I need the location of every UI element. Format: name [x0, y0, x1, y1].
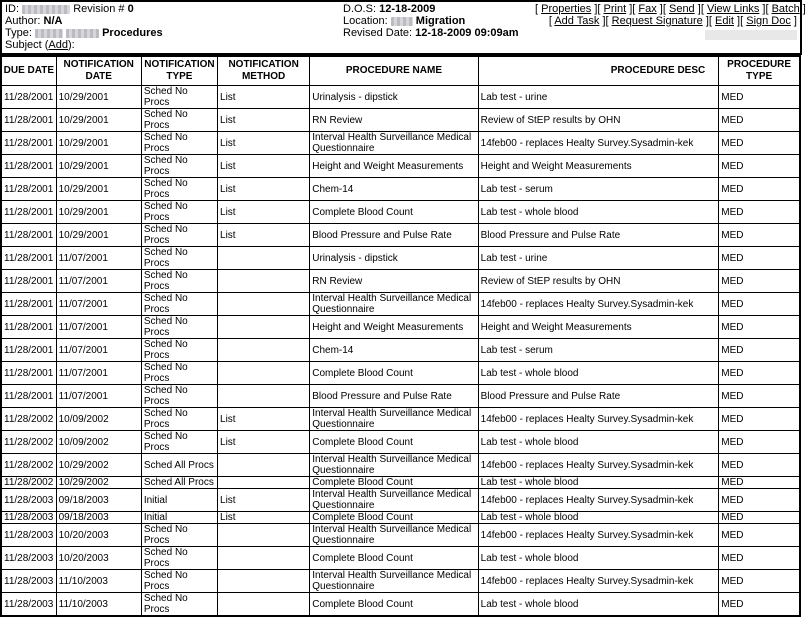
cell-notification-method	[218, 247, 310, 270]
cell-notification-type: Sched No Procs	[141, 86, 217, 109]
table-row	[1, 362, 800, 385]
cell-procedure-type: MED	[719, 408, 800, 431]
cell-due-date: 11/28/2001	[1, 362, 56, 385]
id-label: ID:	[5, 3, 20, 15]
table-row	[1, 385, 800, 408]
column-header-notification-type: NOTIFICATION TYPE	[141, 56, 217, 86]
cell-notification-type: Sched No Procs	[141, 109, 217, 132]
cell-notification-date: 10/09/2002	[56, 408, 141, 431]
cell-procedure-name: Interval Health Surveillance Medical Questionnaire	[310, 489, 478, 512]
cell-procedure-name: Complete Blood Count	[310, 431, 478, 454]
cell-procedure-desc: 14feb00 - replaces Healty Survey.Sysadmin-kek	[478, 524, 719, 547]
subject-line	[5, 39, 343, 51]
cell-notification-method: List	[218, 86, 310, 109]
cell-due-date: 11/28/2001	[1, 155, 56, 178]
cell-due-date: 11/28/2001	[1, 178, 56, 201]
document-header	[0, 0, 806, 55]
bracket: [	[548, 15, 555, 27]
cell-procedure-type: MED	[719, 339, 800, 362]
bracket: [	[700, 3, 707, 15]
cell-notification-type: Sched No Procs	[141, 178, 217, 201]
bracket: ]	[733, 15, 741, 27]
cell-due-date: 11/28/2001	[1, 270, 56, 293]
cell-procedure-type: MED	[719, 570, 800, 593]
table-row	[1, 155, 800, 178]
procedures-table	[0, 55, 801, 617]
cell-procedure-desc: Lab test - whole blood	[478, 201, 719, 224]
cell-notification-method: List	[218, 408, 310, 431]
cell-notification-type: Sched No Procs	[141, 385, 217, 408]
cell-due-date: 11/28/2002	[1, 454, 56, 477]
subject-label: Subject (	[5, 39, 49, 51]
table-row	[1, 477, 800, 489]
cell-procedure-name: Interval Health Surveillance Medical Questionnaire	[310, 408, 478, 431]
cell-procedure-type: MED	[719, 109, 800, 132]
cell-due-date: 11/28/2001	[1, 86, 56, 109]
action-link-request-signature[interactable]: Request Signature	[611, 15, 703, 27]
cell-due-date: 11/28/2001	[1, 132, 56, 155]
cell-procedure-name: Blood Pressure and Pulse Rate	[310, 385, 478, 408]
subject-add-link[interactable]: Add	[48, 39, 68, 51]
cell-procedure-desc: 14feb00 - replaces Healty Survey.Sysadmin-kek	[478, 132, 719, 155]
cell-procedure-name: RN Review	[310, 270, 478, 293]
cell-notification-method: List	[218, 489, 310, 512]
redacted-type-word1	[35, 29, 63, 38]
cell-procedure-type: MED	[719, 362, 800, 385]
header-row	[1, 56, 800, 86]
cell-due-date: 11/28/2003	[1, 593, 56, 617]
cell-notification-date: 11/07/2001	[56, 247, 141, 270]
cell-procedure-desc: Lab test - whole blood	[478, 362, 719, 385]
cell-notification-type: Sched No Procs	[141, 339, 217, 362]
cell-notification-method: List	[218, 132, 310, 155]
cell-procedure-name: Complete Blood Count	[310, 477, 478, 489]
cell-procedure-desc: 14feb00 - replaces Healty Survey.Sysadmin-kek	[478, 454, 719, 477]
cell-due-date: 11/28/2001	[1, 316, 56, 339]
cell-notification-type: Sched No Procs	[141, 547, 217, 570]
table-row	[1, 489, 800, 512]
location-value: Migration	[415, 15, 466, 27]
bracket: [	[597, 3, 604, 15]
table-row	[1, 524, 800, 547]
cell-notification-type: Sched No Procs	[141, 247, 217, 270]
cell-notification-type: Sched No Procs	[141, 270, 217, 293]
cell-notification-date: 10/29/2001	[56, 224, 141, 247]
cell-procedure-type: MED	[719, 524, 800, 547]
cell-procedure-desc: 14feb00 - replaces Healty Survey.Sysadmin-kek	[478, 489, 719, 512]
cell-notification-method	[218, 524, 310, 547]
action-link-properties[interactable]: Properties	[541, 3, 592, 15]
cell-due-date: 11/28/2001	[1, 201, 56, 224]
revision-label: Revision #	[73, 3, 125, 15]
redacted-type-word2	[66, 29, 99, 38]
cell-procedure-desc: Height and Weight Measurements	[478, 155, 719, 178]
bracket: ]	[626, 3, 633, 15]
table-row	[1, 431, 800, 454]
cell-procedure-desc: 14feb00 - replaces Healty Survey.Sysadmin-kek	[478, 570, 719, 593]
type-value: Procedures	[102, 27, 163, 39]
cell-notification-type: Sched No Procs	[141, 570, 217, 593]
cell-procedure-type: MED	[719, 178, 800, 201]
table-row	[1, 201, 800, 224]
cell-notification-date: 10/29/2002	[56, 454, 141, 477]
cell-notification-method	[218, 385, 310, 408]
cell-procedure-type: MED	[719, 385, 800, 408]
action-link-sign-doc[interactable]: Sign Doc	[746, 15, 791, 27]
cell-procedure-desc: Lab test - whole blood	[478, 547, 719, 570]
column-header-notification-method: NOTIFICATION METHOD	[218, 56, 310, 86]
cell-procedure-type: MED	[719, 512, 800, 524]
cell-due-date: 11/28/2001	[1, 109, 56, 132]
cell-notification-method: List	[218, 178, 310, 201]
cell-notification-type: Sched No Procs	[141, 362, 217, 385]
cell-notification-method	[218, 454, 310, 477]
table-row	[1, 109, 800, 132]
bracket: [	[535, 3, 542, 15]
cell-due-date: 11/28/2001	[1, 339, 56, 362]
cell-notification-method	[218, 593, 310, 617]
author-line	[5, 15, 343, 27]
cell-notification-date: 11/07/2001	[56, 362, 141, 385]
table-row	[1, 293, 800, 316]
cell-notification-date: 10/20/2003	[56, 524, 141, 547]
subject-suffix: ):	[68, 39, 75, 51]
cell-notification-date: 10/29/2001	[56, 201, 141, 224]
bracket: ]	[759, 3, 766, 15]
column-header-notification-date: NOTIFICATION DATE	[56, 56, 141, 86]
cell-due-date: 11/28/2003	[1, 489, 56, 512]
author-label: Author:	[5, 15, 41, 27]
column-header-procedure-name: PROCEDURE NAME	[310, 56, 478, 86]
cell-procedure-name: Urinalysis - dipstick	[310, 86, 478, 109]
cell-notification-method	[218, 547, 310, 570]
cell-notification-date: 11/10/2003	[56, 593, 141, 617]
revised-date-value: 12-18-2009 09:09am	[415, 27, 519, 39]
procedures-table-header	[1, 56, 800, 86]
author-value: N/A	[43, 15, 63, 27]
cell-procedure-type: MED	[719, 593, 800, 617]
table-row	[1, 247, 800, 270]
type-label: Type:	[5, 27, 32, 39]
cell-procedure-name: Chem-14	[310, 178, 478, 201]
bracket: [	[740, 15, 747, 27]
dos-label: D.O.S:	[343, 3, 377, 15]
cell-procedure-name: Interval Health Surveillance Medical Questionnaire	[310, 570, 478, 593]
action-links-row1	[535, 3, 806, 15]
header-middle-section	[343, 3, 535, 51]
cell-due-date: 11/28/2003	[1, 547, 56, 570]
action-links-row2	[535, 15, 797, 27]
cell-procedure-desc: Review of StEP results by OHN	[478, 270, 719, 293]
cell-notification-type: Sched No Procs	[141, 201, 217, 224]
cell-procedure-name: Interval Health Surveillance Medical Questionnaire	[310, 524, 478, 547]
cell-procedure-name: Urinalysis - dipstick	[310, 247, 478, 270]
bracket: ]	[799, 3, 806, 15]
cell-procedure-name: Interval Health Surveillance Medical Questionnaire	[310, 132, 478, 155]
cell-procedure-desc: Lab test - urine	[478, 247, 719, 270]
bracket: ]	[790, 15, 797, 27]
table-row	[1, 270, 800, 293]
cell-notification-method	[218, 362, 310, 385]
cell-due-date: 11/28/2001	[1, 247, 56, 270]
cell-due-date: 11/28/2001	[1, 293, 56, 316]
cell-notification-date: 11/10/2003	[56, 570, 141, 593]
cell-procedure-type: MED	[719, 132, 800, 155]
cell-notification-type: Sched No Procs	[141, 316, 217, 339]
action-link-batch[interactable]: Batch	[771, 3, 800, 15]
cell-notification-method: List	[218, 224, 310, 247]
cell-notification-type: Initial	[141, 512, 217, 524]
location-line	[343, 15, 535, 27]
cell-notification-date: 09/18/2003	[56, 512, 141, 524]
cell-procedure-name: Complete Blood Count	[310, 362, 478, 385]
cell-notification-type: Initial	[141, 489, 217, 512]
location-label: Location:	[343, 15, 388, 27]
action-link-fax[interactable]: Fax	[638, 3, 657, 15]
bracket: ]	[656, 3, 663, 15]
table-row	[1, 316, 800, 339]
cell-notification-type: Sched No Procs	[141, 155, 217, 178]
cell-notification-type: Sched No Procs	[141, 431, 217, 454]
action-link-add-task[interactable]: Add Task	[554, 15, 600, 27]
column-header-due-date: DUE DATE	[1, 56, 56, 86]
cell-due-date: 11/28/2002	[1, 431, 56, 454]
cell-notification-date: 11/07/2001	[56, 270, 141, 293]
cell-notification-date: 11/07/2001	[56, 339, 141, 362]
action-link-send[interactable]: Send	[668, 3, 695, 15]
action-link-edit[interactable]: Edit	[715, 15, 734, 27]
cell-procedure-name: Interval Health Surveillance Medical Questionnaire	[310, 454, 478, 477]
cell-notification-date: 10/09/2002	[56, 431, 141, 454]
cell-procedure-name: Chem-14	[310, 339, 478, 362]
cell-notification-type: Sched No Procs	[141, 408, 217, 431]
revised-date-label: Revised Date:	[343, 27, 413, 39]
cell-procedure-type: MED	[719, 201, 800, 224]
cell-procedure-desc: 14feb00 - replaces Healty Survey.Sysadmin-kek	[478, 293, 719, 316]
cell-notification-method	[218, 477, 310, 489]
cell-procedure-name: Complete Blood Count	[310, 593, 478, 617]
cell-notification-type: Sched No Procs	[141, 524, 217, 547]
cell-procedure-desc: Lab test - serum	[478, 178, 719, 201]
cell-notification-method	[218, 270, 310, 293]
redacted-location-prefix	[391, 17, 413, 26]
table-row	[1, 178, 800, 201]
type-line	[5, 27, 343, 39]
cell-notification-type: Sched No Procs	[141, 293, 217, 316]
table-row	[1, 132, 800, 155]
cell-procedure-name: Complete Blood Count	[310, 512, 478, 524]
cell-notification-date: 10/29/2001	[56, 155, 141, 178]
bracket: ]	[694, 3, 701, 15]
cell-notification-method: List	[218, 512, 310, 524]
cell-procedure-name: Blood Pressure and Pulse Rate	[310, 224, 478, 247]
cell-notification-date: 10/20/2003	[56, 547, 141, 570]
column-header-procedure-type: PROCEDURE TYPE	[719, 56, 800, 86]
cell-procedure-type: MED	[719, 316, 800, 339]
cell-procedure-type: MED	[719, 270, 800, 293]
cell-notification-type: Sched All Procs	[141, 477, 217, 489]
cell-notification-date: 10/29/2001	[56, 178, 141, 201]
cell-procedure-name: Complete Blood Count	[310, 547, 478, 570]
table-row	[1, 224, 800, 247]
cell-procedure-name: RN Review	[310, 109, 478, 132]
bracket: ]	[702, 15, 709, 27]
cell-procedure-desc: Blood Pressure and Pulse Rate	[478, 385, 719, 408]
cell-notification-method	[218, 339, 310, 362]
bracket: [	[632, 3, 639, 15]
dos-value: 12-18-2009	[379, 3, 436, 15]
cell-notification-method: List	[218, 109, 310, 132]
action-link-print[interactable]: Print	[603, 3, 627, 15]
cell-notification-method: List	[218, 431, 310, 454]
cell-procedure-desc: Lab test - whole blood	[478, 512, 719, 524]
bracket: [	[605, 15, 612, 27]
cell-procedure-type: MED	[719, 431, 800, 454]
bracket: [	[765, 3, 772, 15]
cell-procedure-type: MED	[719, 247, 800, 270]
table-row	[1, 547, 800, 570]
table-row	[1, 339, 800, 362]
dos-line	[343, 3, 535, 15]
cell-procedure-desc: Lab test - whole blood	[478, 593, 719, 617]
cell-due-date: 11/28/2003	[1, 512, 56, 524]
cell-procedure-type: MED	[719, 454, 800, 477]
cell-procedure-desc: Review of StEP results by OHN	[478, 109, 719, 132]
cell-notification-date: 11/07/2001	[56, 385, 141, 408]
cell-due-date: 11/28/2002	[1, 408, 56, 431]
cell-procedure-name: Height and Weight Measurements	[310, 155, 478, 178]
redacted-id-value	[22, 5, 70, 14]
bracket: [	[662, 3, 669, 15]
cell-procedure-desc: Lab test - serum	[478, 339, 719, 362]
cell-procedure-name: Interval Health Surveillance Medical Questionnaire	[310, 293, 478, 316]
cell-procedure-type: MED	[719, 155, 800, 178]
cell-notification-date: 10/29/2001	[56, 86, 141, 109]
bracket: ]	[599, 15, 606, 27]
cell-notification-type: Sched No Procs	[141, 132, 217, 155]
revision-value: 0	[127, 3, 134, 15]
cell-notification-date: 09/18/2003	[56, 489, 141, 512]
cell-notification-method	[218, 293, 310, 316]
cell-notification-date: 10/29/2001	[56, 132, 141, 155]
cell-procedure-type: MED	[719, 86, 800, 109]
cell-notification-date: 10/29/2001	[56, 109, 141, 132]
cell-procedure-desc: Height and Weight Measurements	[478, 316, 719, 339]
procedures-table-body	[1, 86, 800, 617]
cell-notification-method	[218, 570, 310, 593]
cell-due-date: 11/28/2003	[1, 524, 56, 547]
cell-due-date: 11/28/2003	[1, 570, 56, 593]
header-actions-section	[535, 3, 806, 51]
table-row	[1, 454, 800, 477]
cell-procedure-desc: Lab test - whole blood	[478, 431, 719, 454]
cell-procedure-type: MED	[719, 293, 800, 316]
table-row	[1, 86, 800, 109]
bracket: [	[708, 15, 716, 27]
column-header-procedure-desc: PROCEDURE DESC	[478, 56, 719, 86]
cell-notification-type: Sched All Procs	[141, 454, 217, 477]
table-row	[1, 570, 800, 593]
bracket: ]	[591, 3, 598, 15]
cell-notification-type: Sched No Procs	[141, 593, 217, 617]
cell-notification-date: 11/07/2001	[56, 293, 141, 316]
redacted-header-bottom-right-box	[705, 30, 797, 40]
cell-due-date: 11/28/2001	[1, 385, 56, 408]
cell-due-date: 11/28/2001	[1, 224, 56, 247]
table-row	[1, 593, 800, 617]
cell-procedure-desc: 14feb00 - replaces Healty Survey.Sysadmin-kek	[478, 408, 719, 431]
cell-notification-type: Sched No Procs	[141, 224, 217, 247]
cell-procedure-desc: Lab test - whole blood	[478, 477, 719, 489]
cell-procedure-type: MED	[719, 477, 800, 489]
cell-procedure-type: MED	[719, 489, 800, 512]
cell-notification-date: 10/29/2002	[56, 477, 141, 489]
cell-due-date: 11/28/2002	[1, 477, 56, 489]
cell-notification-method	[218, 316, 310, 339]
cell-procedure-desc: Lab test - urine	[478, 86, 719, 109]
cell-procedure-name: Height and Weight Measurements	[310, 316, 478, 339]
cell-procedure-desc: Blood Pressure and Pulse Rate	[478, 224, 719, 247]
cell-notification-method: List	[218, 201, 310, 224]
cell-procedure-type: MED	[719, 547, 800, 570]
table-row	[1, 512, 800, 524]
cell-notification-date: 11/07/2001	[56, 316, 141, 339]
cell-procedure-type: MED	[719, 224, 800, 247]
revised-date-line	[343, 27, 535, 39]
cell-notification-method: List	[218, 155, 310, 178]
table-row	[1, 408, 800, 431]
header-left-section	[5, 3, 343, 51]
cell-procedure-name: Complete Blood Count	[310, 201, 478, 224]
action-link-view-links[interactable]: View Links	[706, 3, 760, 15]
id-line	[5, 3, 343, 15]
